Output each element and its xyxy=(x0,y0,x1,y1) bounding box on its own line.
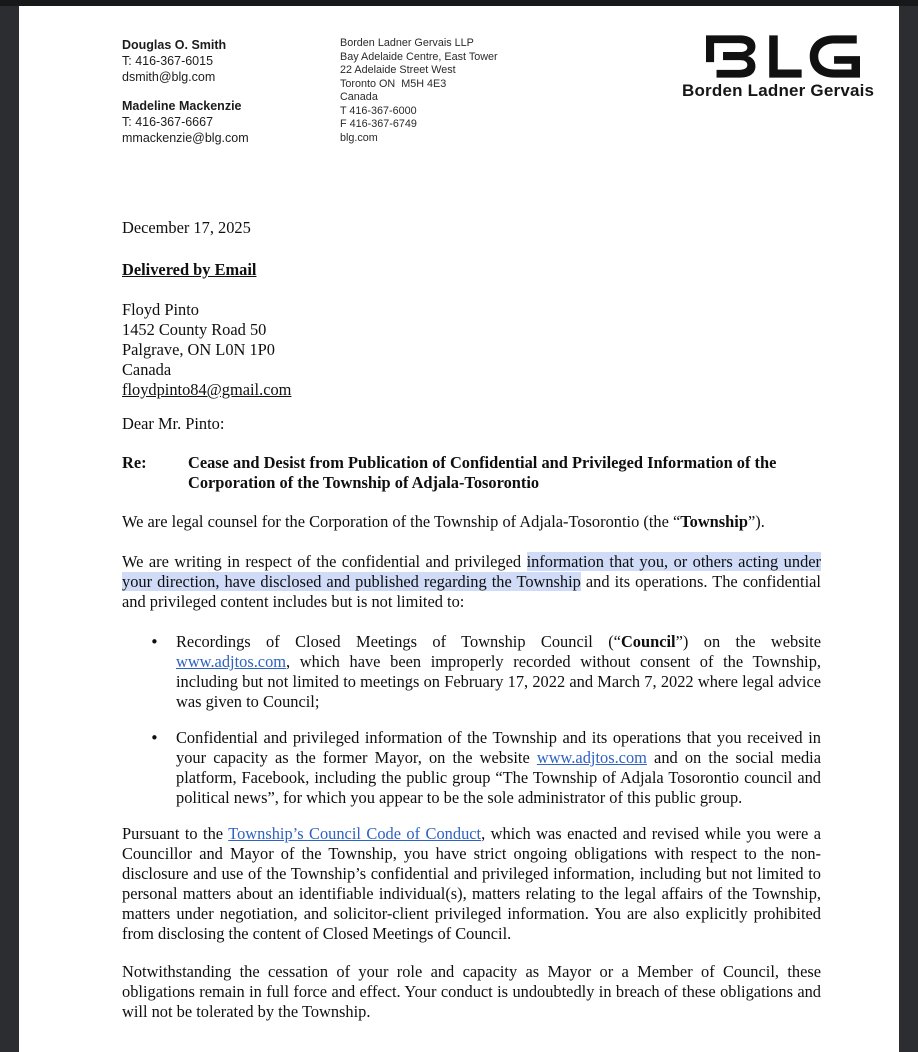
firm-address-line: 22 Adelaide Street West xyxy=(340,64,456,76)
firm-address-line: blg.com xyxy=(340,131,378,144)
text-segment: information that you, or others acting under your direction, have disclosed and published regarding the Township xyxy=(122,552,822,591)
paragraph-writing-in-respect xyxy=(122,552,821,612)
lawyer-contacts xyxy=(122,37,332,159)
text-segment: , which was enacted and revised while you were a Councillor and Mayor of the Township, you have strict ongoing obligations with respect to the non-disclosure and use of the Township’s confidential and privileged information, including but not limited to personal matters about an identifiable individual(s), matters relating to the legal affairs of the Township, matters under negotiation, and solicitor-client privileged information. You are also explicitly prohibited from disclosing the content of Closed Meetings of Council. xyxy=(122,824,822,943)
contact-phone: T: 416-367-6667 xyxy=(122,115,214,129)
firm-address-line: Borden Ladner Gervais LLP xyxy=(340,37,474,49)
contact-block xyxy=(122,37,332,85)
contact-phone: T: 416-367-6015 xyxy=(122,54,214,68)
paragraph-notwithstanding xyxy=(122,962,821,1022)
recipient-address-line: Floyd Pinto xyxy=(122,300,199,319)
text-segment: , which have been improperly recorded without consent of the Township, including but not limited to meetings on February 17, 2022 and March 7, 2022 where legal advice was given to Council; xyxy=(176,652,821,711)
text-segment: ”) on the website xyxy=(675,632,822,651)
text-segment: Council xyxy=(620,632,676,651)
paragraph-legal-counsel xyxy=(122,512,821,532)
contact-block xyxy=(122,98,332,146)
bullet-icon: • xyxy=(150,729,159,747)
contact-name: Douglas O. Smith xyxy=(122,38,227,52)
document-page xyxy=(19,6,899,1052)
re-line xyxy=(122,453,821,493)
text-segment: Notwithstanding the cessation of your role and capacity as Mayor or a Member of Council, these obligations remain in full force and effect. Your conduct is undoubtedly in breach of these obligations and will not be tolerated by the Township. xyxy=(122,962,821,1021)
re-subject-title: Cease and Desist from Publication of Confidential and Privileged Information of the Corporation of the Township of Adjala-Tosorontio xyxy=(188,453,777,492)
bullet-item-confidential-info xyxy=(122,728,821,808)
inline-link[interactable]: www.adjtos.com xyxy=(536,748,647,767)
blg-wordmark: Borden Ladner Gervais xyxy=(682,81,875,100)
bullet-icon: • xyxy=(150,633,159,651)
recipient-address-line: 1452 County Road 50 xyxy=(122,320,267,339)
text-segment: Recordings of Closed Meetings of Township Council (“ xyxy=(176,632,621,651)
text-segment: Pursuant to the xyxy=(122,824,229,843)
re-label: Re: xyxy=(122,453,147,472)
recipient-address-line: Palgrave, ON L0N 1P0 xyxy=(122,340,275,359)
bullet-list xyxy=(122,632,821,808)
text-segment: ”). xyxy=(747,512,765,531)
bullet-item-recordings xyxy=(122,632,821,712)
text-segment: Confidential and privileged information of the Township and its operations that you received in your capacity as the former Mayor, on the website xyxy=(176,728,821,767)
firm-address-line: Canada xyxy=(340,91,378,103)
inline-link[interactable]: Township’s Council Code of Conduct xyxy=(228,824,482,843)
firm-address-line: Bay Adelaide Centre, East Tower xyxy=(340,50,498,63)
bullet-text xyxy=(176,728,821,807)
firm-address-block xyxy=(340,37,540,145)
firm-address-line: F 416-367-6749 xyxy=(340,118,417,130)
letter-body xyxy=(122,218,821,1022)
contact-email: mmackenzie@blg.com xyxy=(122,131,249,145)
paragraph-pursuant xyxy=(122,824,821,944)
recipient-address-line: Canada xyxy=(122,360,172,379)
salutation: Dear Mr. Pinto: xyxy=(122,414,225,433)
text-segment: and its operations. The confidential and privileged content includes but is not limited to: xyxy=(122,572,821,611)
blg-logo xyxy=(682,34,875,101)
text-segment: and on the social media platform, Facebook, including the public group “The Township of Adjala Tosorontio council and political news”, for which you appear to be the sole administrator of this public group. xyxy=(176,748,821,807)
delivery-method: Delivered by Email xyxy=(122,260,257,279)
text-segment: We are writing in respect of the confidential and privileged xyxy=(122,552,527,571)
contact-email: dsmith@blg.com xyxy=(122,70,216,84)
text-segment: Township xyxy=(680,512,748,531)
blg-logo-mark xyxy=(706,34,860,79)
firm-address-line: T 416-367-6000 xyxy=(340,104,417,117)
inline-link[interactable]: www.adjtos.com xyxy=(176,652,287,671)
text-segment: We are legal counsel for the Corporation of the Township of Adjala-Tosorontio (the “ xyxy=(122,512,681,531)
recipient-email-link[interactable]: floydpinto84@gmail.com xyxy=(122,380,292,399)
recipient-address xyxy=(122,300,821,380)
letter-date: December 17, 2025 xyxy=(122,218,251,237)
bullet-text xyxy=(176,632,821,711)
firm-address-line: Toronto ON M5H 4E3 xyxy=(340,77,447,90)
contact-name: Madeline Mackenzie xyxy=(122,99,242,113)
